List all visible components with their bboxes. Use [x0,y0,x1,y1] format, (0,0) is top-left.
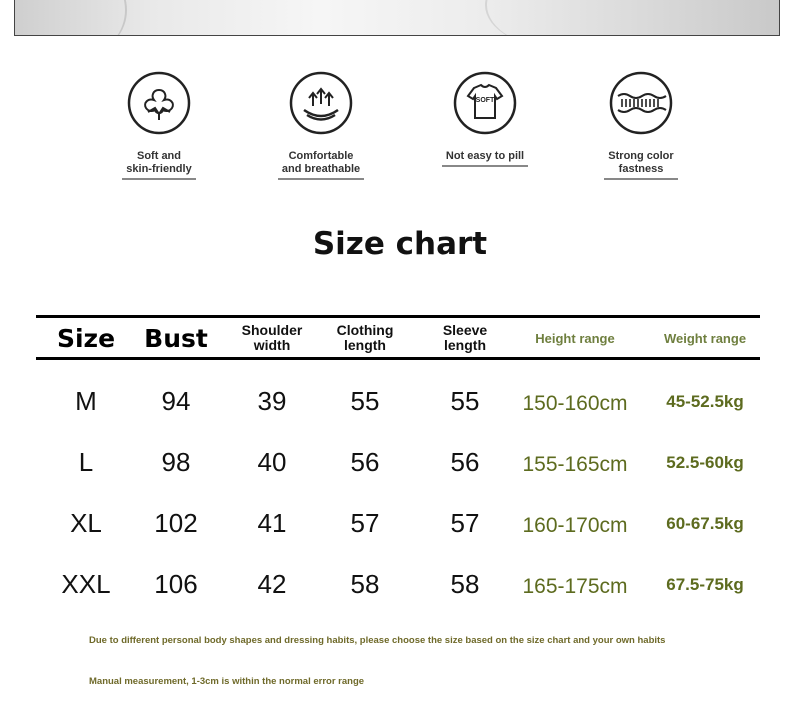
table-cell-height: 150-160cm [522,392,628,415]
table-cell-clothing-length: 55 [350,386,380,416]
header-weight-range: Weight range [663,330,747,346]
table-cell-size: XXL [61,569,111,599]
feature-color-fastness [571,70,711,180]
table-cell-size: L [78,447,94,477]
table-cell-weight: 52.5-60kg [666,453,744,472]
product-photo-strip [14,0,780,36]
table-cell-bust: 98 [161,447,191,477]
table-cell-clothing-length: 56 [350,447,380,477]
feature-no-pill [415,70,555,167]
soft-tshirt-icon [452,70,518,136]
feature-label: Soft and skin-friendly [122,150,195,180]
header-sleeve-length: Sleeve length [442,322,488,353]
feature-label: Comfortable and breathable [278,150,364,180]
table-cell-sleeve-length: 57 [450,508,480,538]
svg-text:SOFT: SOFT [475,97,495,104]
fabric-layers-icon [608,70,674,136]
feature-label: Not easy to pill [442,150,528,167]
header-clothing-length: Clothing length [336,322,394,353]
table-cell-bust: 106 [154,569,198,599]
feature-breathable [251,70,391,180]
table-cell-weight: 60-67.5kg [666,514,744,533]
table-cell-height: 155-165cm [522,453,628,476]
measurement-note: Manual measurement, 1-3cm is within the normal error range [89,676,365,687]
breathable-arrows-icon [288,70,354,136]
page-title: Size chart [312,226,488,262]
table-top-rule [36,315,760,318]
table-cell-bust: 102 [154,508,198,538]
table-cell-clothing-length: 58 [350,569,380,599]
table-cell-size: M [75,386,97,416]
table-cell-height: 165-175cm [522,575,628,598]
table-cell-weight: 67.5-75kg [666,575,744,594]
size-advice-note: Due to different personal body shapes and dressing habits, please choose the size based on the size chart and your own habits [89,635,666,646]
table-header-rule [36,357,760,360]
header-bust: Bust [144,323,208,353]
header-height-range: Height range [535,330,615,346]
table-cell-sleeve-length: 58 [450,569,480,599]
table-cell-height: 160-170cm [522,514,628,537]
table-cell-sleeve-length: 56 [450,447,480,477]
table-cell-shoulder: 40 [257,447,287,477]
table-cell-sleeve-length: 55 [450,386,480,416]
table-cell-shoulder: 42 [257,569,287,599]
table-cell-clothing-length: 57 [350,508,380,538]
table-cell-shoulder: 41 [257,508,287,538]
table-cell-weight: 45-52.5kg [666,392,744,411]
header-shoulder-width: Shoulder width [241,322,303,353]
table-cell-shoulder: 39 [257,386,287,416]
feature-label: Strong color fastness [604,150,677,180]
table-cell-bust: 94 [161,386,191,416]
table-cell-size: XL [70,508,102,538]
cotton-flower-icon [126,70,192,136]
feature-soft [89,70,229,180]
header-size: Size [56,323,116,353]
